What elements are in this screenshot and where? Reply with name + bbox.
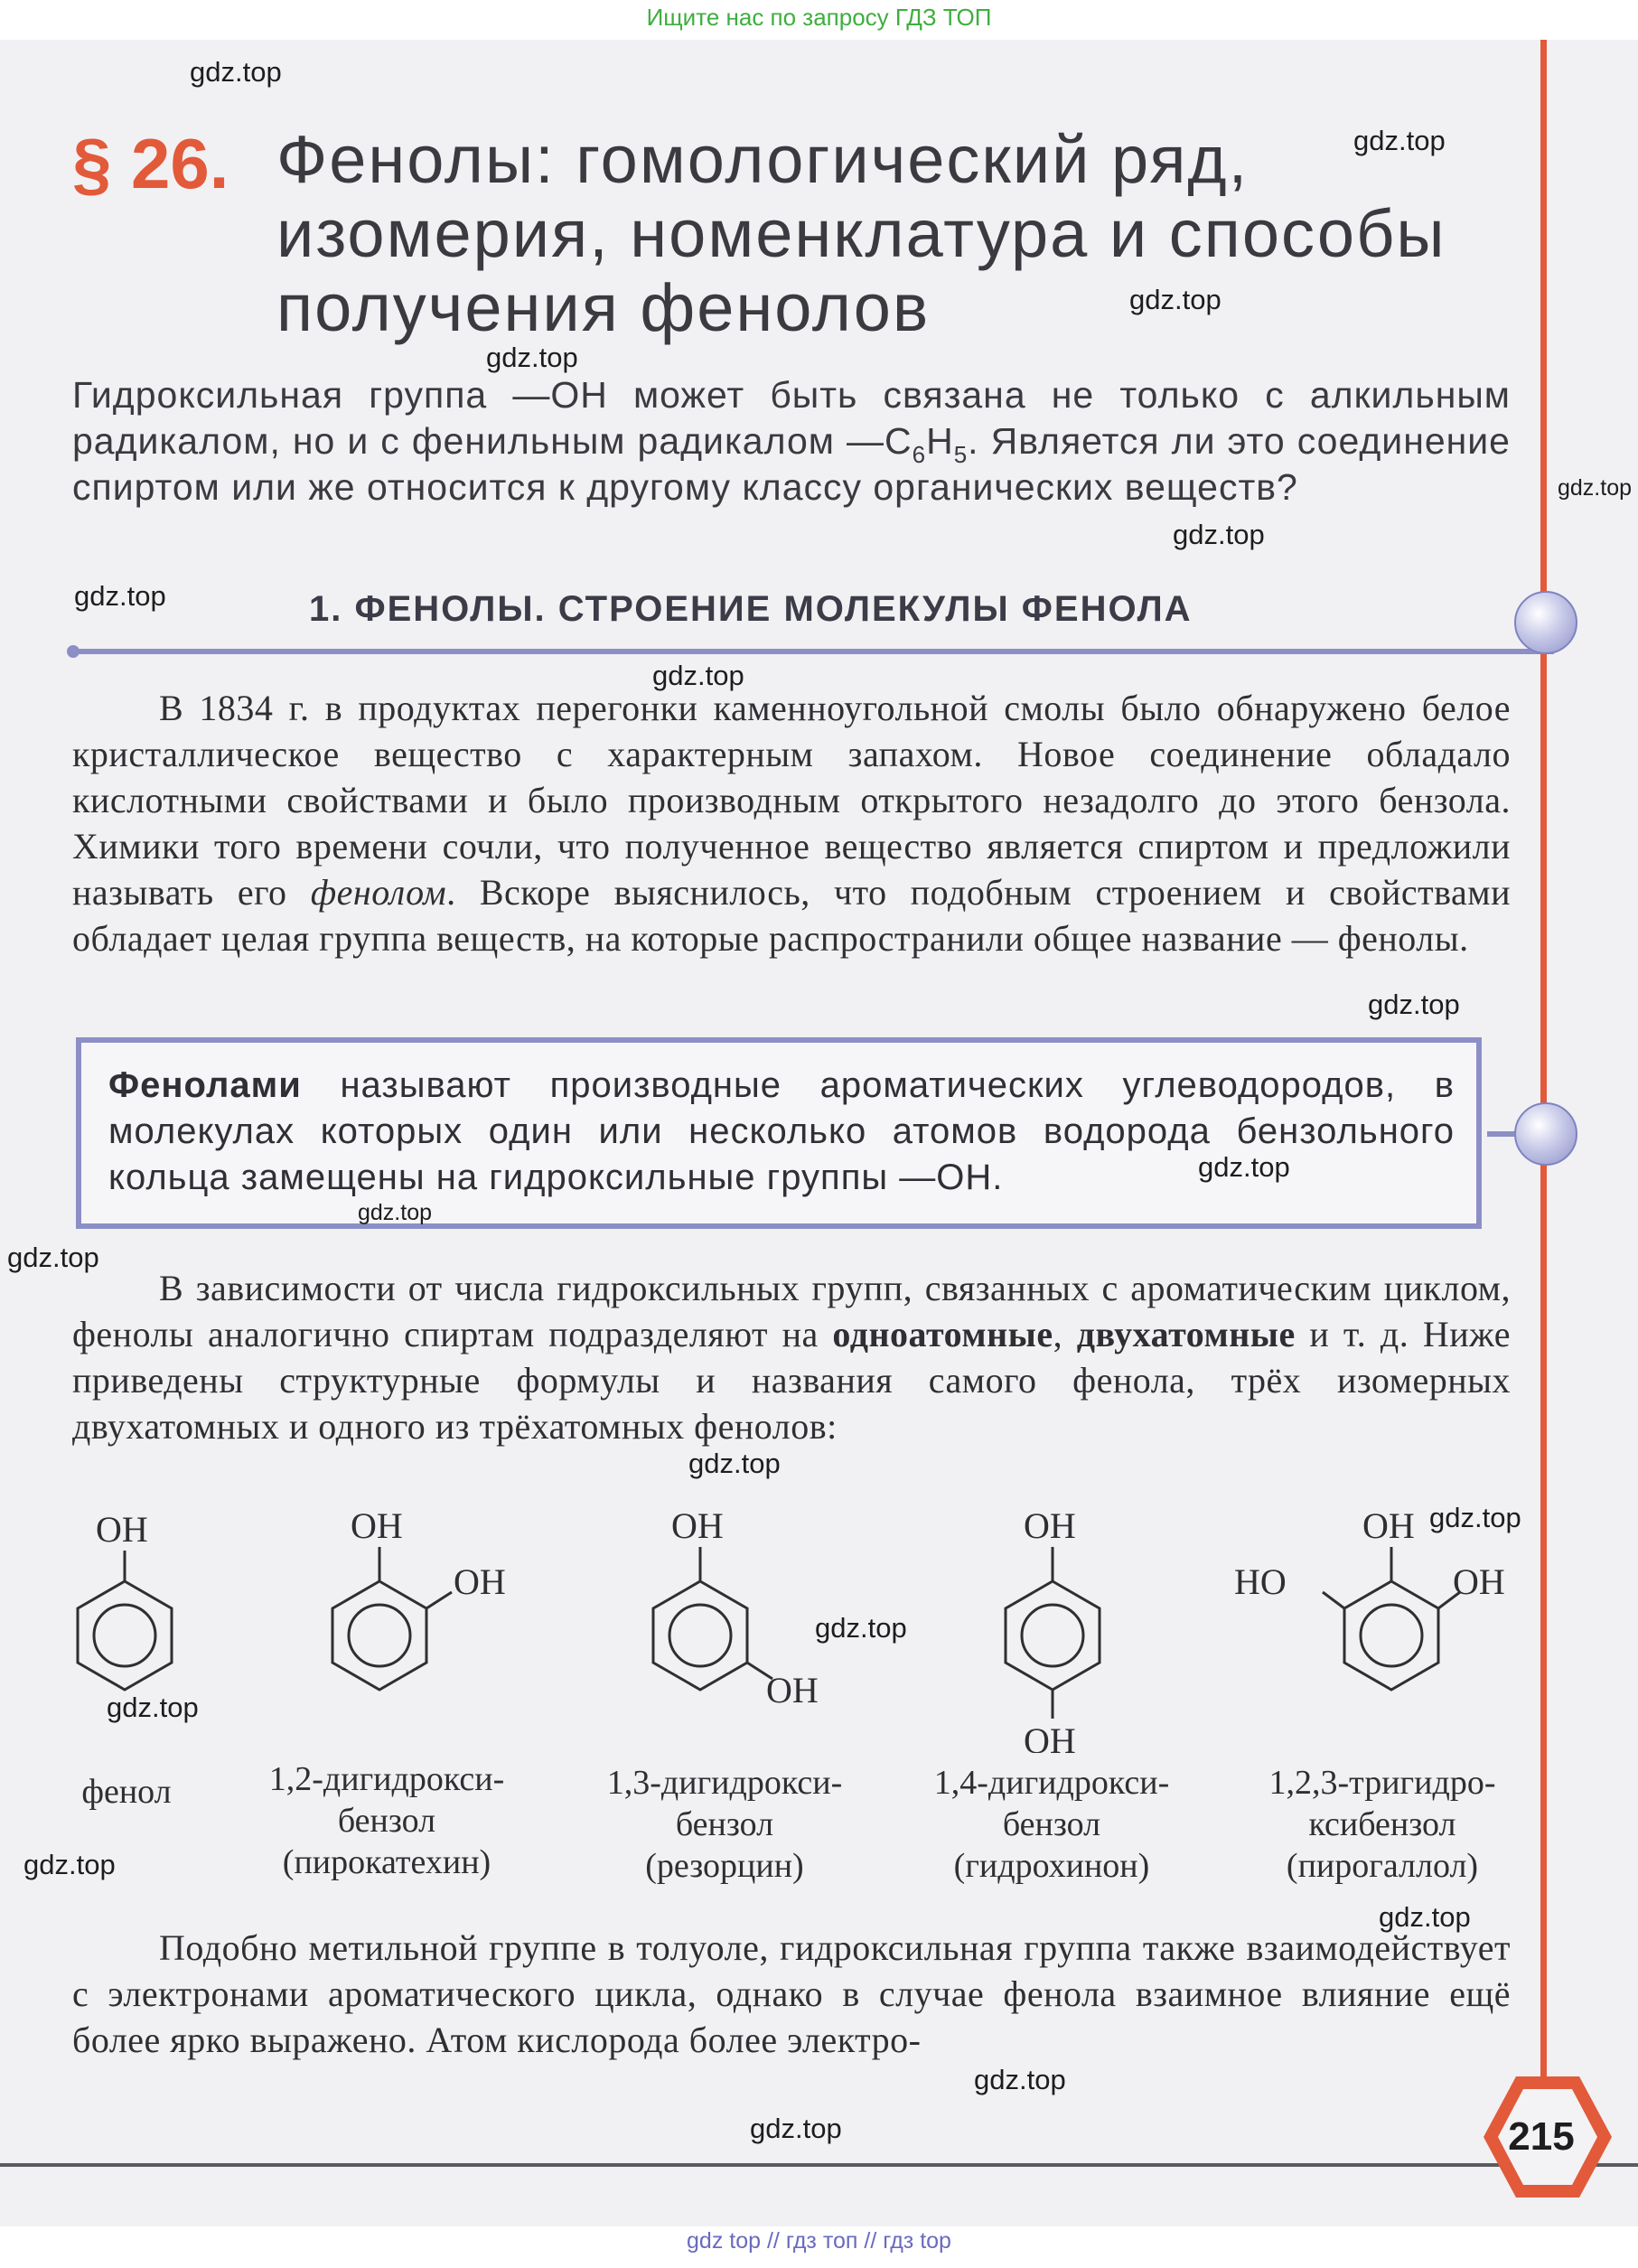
- watermark: gdz.top: [486, 342, 578, 373]
- watermark: gdz.top: [1173, 519, 1265, 550]
- oh-label: OH: [1024, 1505, 1076, 1546]
- oh-label: OH: [766, 1670, 819, 1710]
- paragraph-text: Подобно метильной группе в толуоле, гидроксильная группа также взаимодействует с электронами ароматического цикла, однако в случае фенола взаимное влияние ещё более ярко выражено. Атом кислорода более электро-: [72, 1927, 1511, 2060]
- watermark: gdz.top: [1368, 989, 1460, 1020]
- decorative-ball: [1514, 591, 1577, 654]
- oh-label: OH: [1024, 1720, 1076, 1753]
- compound-name-line: фенол: [81, 1773, 172, 1811]
- intro-question: [72, 372, 1511, 511]
- compound-name-line: ксибензол: [1308, 1805, 1456, 1843]
- top-banner[interactable]: Ищите нас по запросу ГДЗ ТОП: [646, 4, 992, 31]
- compound-name-line: (гидрохинон): [953, 1847, 1150, 1885]
- watermark: gdz.top: [23, 1849, 116, 1880]
- subscript: 5: [953, 441, 969, 468]
- definition-box: [76, 1037, 1482, 1229]
- bond: [1323, 1592, 1344, 1608]
- subheading-rule: [72, 649, 1554, 654]
- oh-label: OH: [671, 1505, 724, 1546]
- watermark: gdz.top: [652, 660, 744, 691]
- watermark: gdz.top: [1198, 1151, 1290, 1183]
- structural-formulas: [54, 1482, 1554, 1753]
- watermark: gdz.top: [1379, 1901, 1471, 1933]
- watermark: gdz.top: [750, 2113, 842, 2144]
- definition-body: называют производные ароматических углеводородов, в молекулах которых один или несколько атомов водорода бензольного кольца замещены на гидроксильные группы —OH.: [108, 1065, 1455, 1197]
- oh-label: OH: [454, 1561, 506, 1602]
- title-line: Фенолы: гомологический ряд,: [276, 122, 1250, 197]
- compound-name-line: 1,2-дигидрокси-: [268, 1760, 505, 1798]
- watermark: gdz.top: [358, 1200, 433, 1225]
- compound-name: [562, 1762, 887, 1887]
- watermark: gdz.top: [1429, 1502, 1521, 1533]
- oh-label: OH: [1453, 1561, 1505, 1602]
- compound-name-line: 1,3-дигидрокси-: [606, 1764, 843, 1802]
- watermark: gdz.top: [1129, 284, 1221, 315]
- paragraph-text: В зависимости от числа гидроксильных групп, связанных с ароматическим циклом, фенолы аналогично спиртам подразделяют на: [72, 1268, 1511, 1354]
- watermark: gdz.top: [1353, 125, 1446, 156]
- definition-term: Фенолами: [108, 1065, 302, 1105]
- benzene-ring: [1006, 1581, 1100, 1690]
- bond: [426, 1592, 452, 1608]
- section-number: § 26.: [72, 124, 229, 203]
- rule-end-dot: [67, 645, 80, 658]
- compound-name-line: (резорцин): [645, 1847, 804, 1885]
- title-line: получения фенолов: [276, 270, 931, 345]
- watermark: gdz.top: [74, 580, 166, 612]
- benzene-ring: [78, 1581, 172, 1690]
- ho-label: HO: [1234, 1561, 1287, 1602]
- subheading: 1. ФЕНОЛЫ. СТРОЕНИЕ МОЛЕКУЛЫ ФЕНОЛА: [309, 589, 1193, 629]
- bold-term: двухатомные: [1076, 1314, 1296, 1354]
- benzene-ring: [332, 1581, 426, 1690]
- title-line: изомерия, номенклатура и способы: [276, 196, 1446, 271]
- watermark: gdz.top: [190, 56, 282, 88]
- bottom-banner[interactable]: gdz top // гдз топ // гдз top: [687, 2228, 951, 2254]
- aromatic-circle: [1361, 1605, 1422, 1666]
- section-title: [276, 123, 1523, 345]
- paragraph-classification: [72, 1265, 1511, 1449]
- paragraph-text: . Вскоре выяснилось, что подобным строением и свойствами обладает целая группа веществ, на которые распространили общее название — фенолы.: [72, 872, 1511, 959]
- compound-name: [1220, 1762, 1545, 1887]
- aromatic-circle: [94, 1605, 155, 1666]
- paragraph-interaction: [72, 1925, 1511, 2063]
- paragraph-text: В 1834 г. в продуктах перегонки каменноугольной смолы было обнаружено белое кристаллическое вещество с характерным запахом. Новое соединение обладало кислотными свойствами и было производным открытого незадолго до этого бензола. Химики того времени сочли, что полученное вещество является спиртом и предложили называть его: [72, 688, 1511, 913]
- oh-label: OH: [96, 1509, 148, 1550]
- benzene-ring: [1344, 1581, 1438, 1690]
- subscript: 6: [912, 441, 927, 468]
- watermark: gdz.top: [1558, 475, 1633, 501]
- decorative-ball: [1514, 1102, 1577, 1166]
- aromatic-circle: [669, 1605, 731, 1666]
- watermark: gdz.top: [107, 1692, 199, 1723]
- intro-text: . Является ли это соединение спиртом или же относится к другому классу органических веществ?: [72, 420, 1511, 508]
- benzene-ring: [653, 1581, 747, 1690]
- compound-name-line: бензол: [1002, 1805, 1101, 1843]
- paragraph-text: и т. д. Ниже приведены структурные формулы и названия самого фенола, трёх изомерных двухатомных и одного из трёхатомных фенолов:: [72, 1314, 1511, 1447]
- watermark: gdz.top: [974, 2064, 1066, 2095]
- compound-name-line: (пирокатехин): [282, 1843, 491, 1881]
- compound-name-line: бензол: [337, 1802, 436, 1840]
- compound-name: [889, 1762, 1214, 1887]
- compound-name-line: (пирогаллол): [1286, 1847, 1479, 1885]
- page-number: 215: [1508, 2114, 1575, 2159]
- bold-term: одноатомные: [832, 1314, 1053, 1354]
- compound-name-line: 1,4-дигидрокси-: [933, 1764, 1170, 1802]
- italic-term: фенолом: [310, 872, 447, 913]
- aromatic-circle: [349, 1605, 410, 1666]
- watermark: gdz.top: [7, 1242, 99, 1273]
- intro-text: Гидроксильная группа —OH может быть связана не только с алкильным радикалом, но и с фенильным радикалом —C: [72, 374, 1511, 462]
- paragraph-text: ,: [1053, 1314, 1077, 1354]
- watermark: gdz.top: [815, 1612, 907, 1644]
- compound-name: [224, 1758, 549, 1883]
- compound-name-line: бензол: [675, 1805, 774, 1843]
- oh-label: OH: [351, 1505, 403, 1546]
- oh-label: OH: [1362, 1505, 1415, 1546]
- footer-rule: [0, 2163, 1638, 2167]
- aromatic-circle: [1022, 1605, 1083, 1666]
- paragraph-history: [72, 685, 1511, 961]
- compound-name-line: 1,2,3-тригидро-: [1268, 1764, 1496, 1802]
- watermark: gdz.top: [688, 1448, 781, 1479]
- intro-text: H: [926, 420, 954, 462]
